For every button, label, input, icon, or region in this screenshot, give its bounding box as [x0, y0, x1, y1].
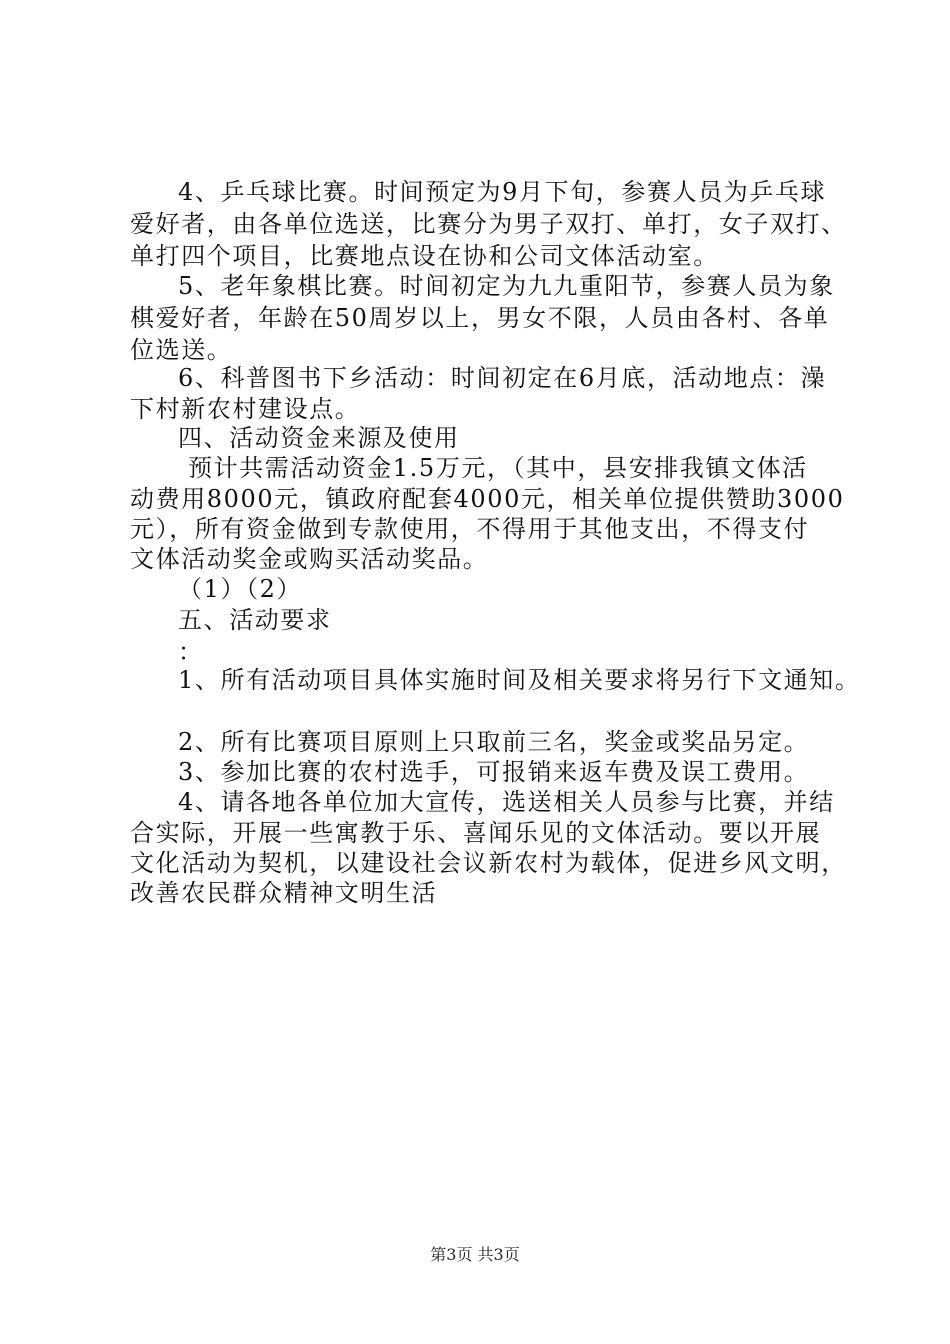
paragraph-line: 1、所有活动项目具体实施时间及相关要求将另行下文通知。 — [178, 666, 861, 694]
paragraph-line: 3、参加比赛的农村选手，可报销来返车费及误工费用。 — [178, 758, 810, 786]
paragraph-line: 改善农民群众精神文明生活 — [130, 879, 438, 907]
paragraph-line: ： — [178, 638, 204, 666]
paragraph-line: 下村新农村建设点。 — [130, 395, 361, 423]
page-number-footer: 第3页 共3页 — [430, 1245, 520, 1264]
paragraph-line: 5、老年象棋比赛。时间初定为九九重阳节，参赛人员为象 — [178, 272, 835, 300]
paragraph-line: （1）（2） — [178, 575, 303, 603]
paragraph-line: 元），所有资金做到专款使用，不得用于其他支出，不得支付 — [130, 515, 810, 543]
paragraph-line: 文化活动为契机，以建设社会议新农村为载体，促进乡风文明， — [130, 849, 847, 877]
paragraph-line: 动费用8000元，镇政府配套4000元，相关单位提供赞助3000 — [130, 485, 845, 513]
paragraph-line: 4、乒乓球比赛。时间预定为9月下旬，参赛人员为乒乓球 — [178, 178, 827, 206]
paragraph-line: 预计共需活动资金1.5万元，（其中，县安排我镇文体活 — [188, 454, 808, 482]
paragraph-line: 文体活动奖金或购买活动奖品。 — [130, 545, 489, 573]
paragraph-line: 合实际，开展一些寓教于乐、喜闻乐见的文体活动。要以开展 — [130, 819, 822, 847]
paragraph-line: 2、所有比赛项目原则上只取前三名，奖金或奖品另定。 — [178, 728, 810, 756]
paragraph-line: 棋爱好者，年龄在50周岁以上，男女不限，人员由各村、各单 — [130, 304, 830, 332]
section-heading: 五、活动要求 — [178, 606, 332, 634]
paragraph-line: 爱好者，由各单位选送，比赛分为男子双打、单打，女子双打、 — [130, 210, 847, 238]
paragraph-line: 4、请各地各单位加大宣传，选送相关人员参与比赛，并结 — [178, 788, 835, 816]
paragraph-line: 位选送。 — [130, 336, 233, 364]
paragraph-line: 6、科普图书下乡活动：时间初定在6月底，活动地点：澡 — [178, 364, 827, 392]
section-heading: 四、活动资金来源及使用 — [178, 424, 460, 452]
paragraph-line: 单打四个项目，比赛地点设在协和公司文体活动室。 — [130, 242, 719, 270]
